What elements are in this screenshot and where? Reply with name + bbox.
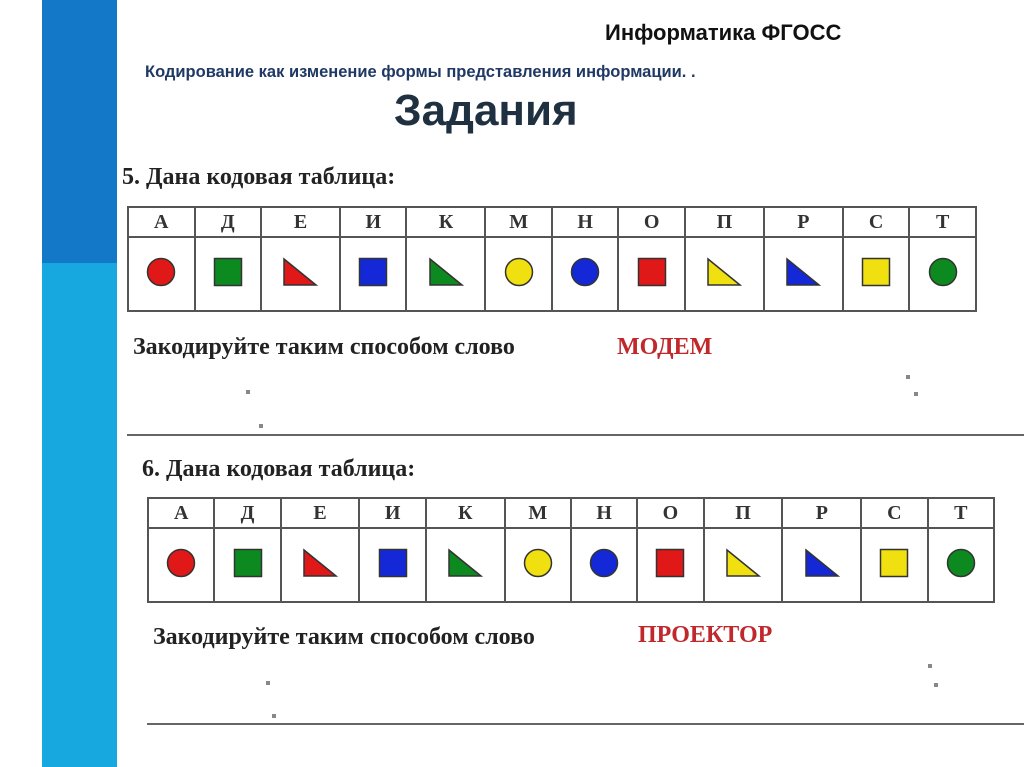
letter-cell: П	[704, 498, 783, 528]
green-circle-icon	[946, 548, 976, 583]
shape-cell	[261, 237, 340, 311]
letter-cell: К	[406, 207, 485, 237]
blue-square-icon	[358, 257, 388, 292]
green-circle-icon	[928, 257, 958, 292]
shape-cell	[485, 237, 552, 311]
yellow-triangle-icon	[706, 257, 742, 292]
task6-word: ПРОЕКТОР	[638, 622, 773, 648]
shape-cell	[214, 528, 280, 602]
page-heading: Задания	[394, 86, 578, 135]
blue-circle-icon	[589, 548, 619, 583]
shape-cell	[637, 528, 703, 602]
yellow-square-icon	[861, 257, 891, 292]
shape-cell	[505, 528, 571, 602]
letter-cell: Е	[261, 207, 340, 237]
letter-cell: А	[148, 498, 214, 528]
blue-triangle-icon	[804, 548, 840, 583]
blue-triangle-icon	[785, 257, 821, 292]
task5-prompt: Закодируйте таким способом слово	[133, 334, 515, 360]
shape-cell	[704, 528, 783, 602]
sidebar-light-bar	[42, 263, 117, 767]
scan-speck	[928, 664, 932, 668]
blue-square-icon	[378, 548, 408, 583]
green-triangle-icon	[428, 257, 464, 292]
sidebar-dark-bar	[42, 0, 117, 263]
task6-prompt: Закодируйте таким способом слово	[153, 624, 535, 650]
shape-cell	[618, 237, 685, 311]
yellow-circle-icon	[523, 548, 553, 583]
red-circle-icon	[146, 257, 176, 292]
shape-cell	[340, 237, 407, 311]
yellow-square-icon	[879, 548, 909, 583]
shape-cell	[843, 237, 910, 311]
letter-cell: П	[685, 207, 764, 237]
scan-speck	[934, 683, 938, 687]
scan-speck	[272, 714, 276, 718]
shape-cell	[909, 237, 976, 311]
shape-cell	[426, 528, 505, 602]
letter-cell: Р	[782, 498, 861, 528]
task5-answer-line	[127, 434, 1024, 436]
letter-cell: И	[340, 207, 407, 237]
letter-cell: О	[618, 207, 685, 237]
letter-cell: А	[128, 207, 195, 237]
green-square-icon	[213, 257, 243, 292]
letter-cell: Н	[571, 498, 637, 528]
shape-cell	[148, 528, 214, 602]
shape-cell	[782, 528, 861, 602]
shape-cell	[359, 528, 425, 602]
shape-cell	[552, 237, 619, 311]
scan-speck	[914, 392, 918, 396]
letter-cell: Р	[764, 207, 843, 237]
letter-cell: М	[485, 207, 552, 237]
shape-cell	[128, 237, 195, 311]
letter-cell: О	[637, 498, 703, 528]
task5-code-table	[127, 206, 977, 312]
task6-code-table	[147, 497, 995, 603]
yellow-triangle-icon	[725, 548, 761, 583]
letter-cell: И	[359, 498, 425, 528]
yellow-circle-icon	[504, 257, 534, 292]
shape-cell	[571, 528, 637, 602]
letter-cell: Н	[552, 207, 619, 237]
letter-cell: Е	[281, 498, 360, 528]
letter-cell: С	[861, 498, 927, 528]
task5-word: МОДЕМ	[617, 334, 713, 360]
shape-cell	[928, 528, 994, 602]
shape-cell	[195, 237, 262, 311]
green-triangle-icon	[447, 548, 483, 583]
red-square-icon	[637, 257, 667, 292]
red-circle-icon	[166, 548, 196, 583]
green-square-icon	[233, 548, 263, 583]
red-triangle-icon	[302, 548, 338, 583]
letter-cell: М	[505, 498, 571, 528]
shape-cell	[281, 528, 360, 602]
letter-cell: Д	[195, 207, 262, 237]
letter-cell: К	[426, 498, 505, 528]
letter-cell: Т	[909, 207, 976, 237]
letter-cell: Д	[214, 498, 280, 528]
task6-answer-line	[147, 723, 1024, 725]
task6-title: 6. Дана кодовая таблица:	[142, 456, 416, 482]
scan-speck	[259, 424, 263, 428]
shape-cell	[406, 237, 485, 311]
shape-cell	[685, 237, 764, 311]
scan-speck	[246, 390, 250, 394]
shape-cell	[764, 237, 843, 311]
letter-cell: Т	[928, 498, 994, 528]
red-square-icon	[655, 548, 685, 583]
topic-subtitle: Кодирование как изменение формы представления информации. .	[145, 63, 696, 81]
task5-title: 5. Дана кодовая таблица:	[122, 164, 396, 190]
shape-cell	[861, 528, 927, 602]
scan-speck	[906, 375, 910, 379]
scan-speck	[266, 681, 270, 685]
letter-cell: С	[843, 207, 910, 237]
blue-circle-icon	[570, 257, 600, 292]
red-triangle-icon	[282, 257, 318, 292]
subject-title: Информатика ФГОСС	[605, 20, 842, 45]
